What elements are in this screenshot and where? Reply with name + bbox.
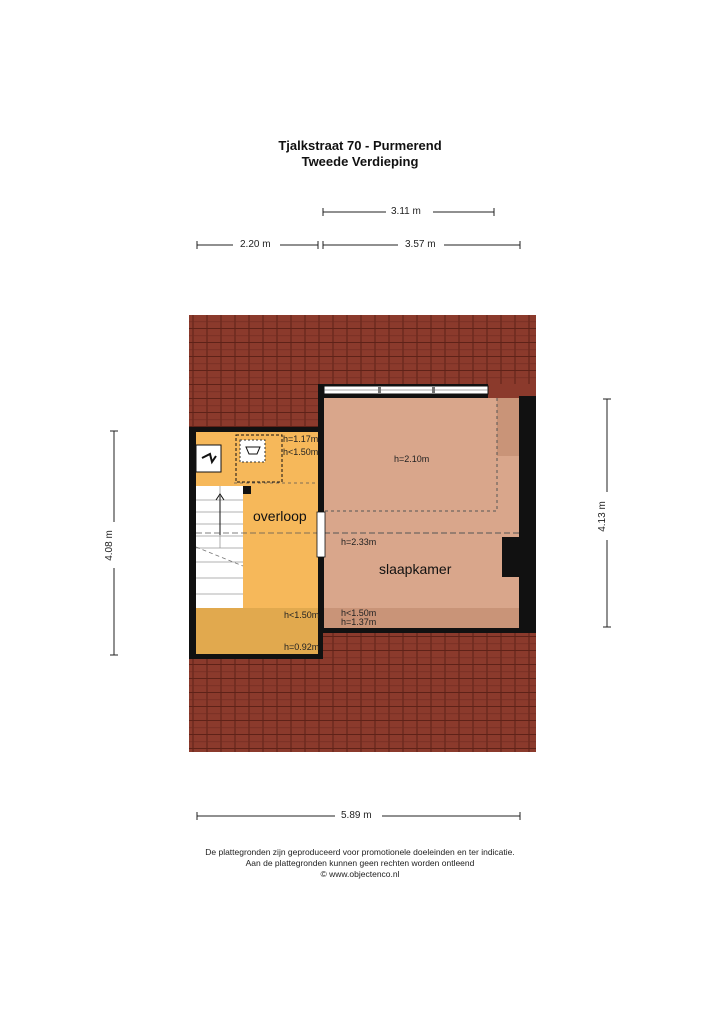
floor-subtitle: Tweede Verdieping	[301, 154, 419, 169]
height-label: h=2.33m	[341, 537, 377, 547]
dimension-bottom: 5.89 m	[341, 810, 372, 821]
height-label: h<1.50m	[284, 610, 320, 620]
height-label: h=1.17m	[283, 434, 319, 444]
height-label: h=1.37m	[341, 617, 377, 627]
room-label-slaapkamer: slaapkamer	[379, 561, 452, 577]
copyright-link[interactable]: © www.objectenco.nl	[320, 869, 400, 879]
dimension-top-right: 3.57 m	[405, 239, 436, 250]
dimension-right: 4.13 m	[596, 501, 608, 532]
height-label: h<1.50m	[283, 447, 319, 457]
dimension-top-left: 2.20 m	[240, 239, 271, 250]
dimension-left: 4.08 m	[103, 530, 115, 561]
dimension-top-inner: 3.11 m	[391, 206, 421, 217]
height-label: h<1.50m	[341, 608, 377, 618]
disclaimer-line-1: De plattegronden zijn geproduceerd voor promotionele doeleinden en ter indicatie.	[205, 847, 515, 857]
slaapkamer-floor	[324, 398, 519, 628]
room-label-overloop: overloop	[253, 508, 307, 524]
height-label: h=0.92m	[284, 642, 320, 652]
page-title: Tjalkstraat 70 - Purmerend	[278, 138, 442, 153]
height-label: h=2.10m	[394, 454, 430, 464]
disclaimer-line-2: Aan de plattegronden kunnen geen rechten worden ontleend	[245, 858, 475, 868]
